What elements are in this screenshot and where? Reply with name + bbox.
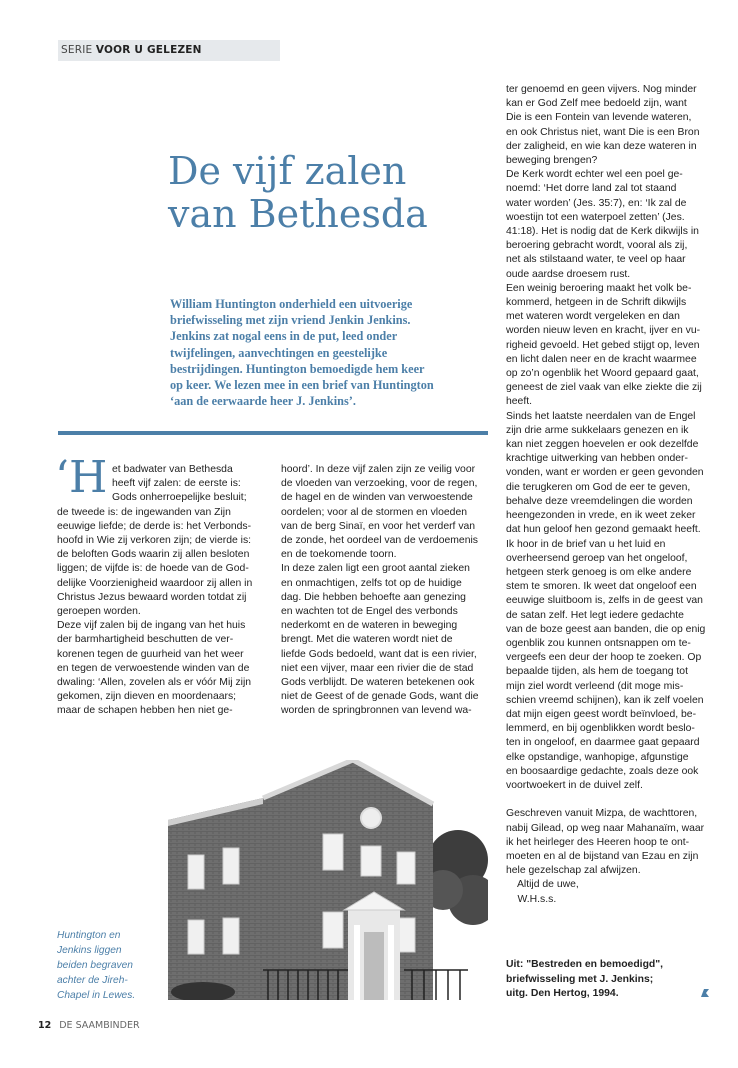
source-line: briefwisseling met J. Jenkins;: [506, 973, 654, 985]
page-footer: [38, 1020, 140, 1031]
lead-line: William Huntington onderhield een uitvoerige: [170, 297, 413, 311]
body-line: voortwoekert in de duivel zelf.: [506, 779, 643, 791]
body-line: maar de schapen hebben hen niet ge-: [57, 705, 233, 717]
body-line: overheersend geroep van het ongeloof,: [506, 552, 688, 564]
body-line: de tweede is: de ingewanden van Zijn: [57, 506, 231, 518]
body-line: en boosaardige gedachte, zoals deze ook: [506, 765, 699, 777]
source-line: Uit: "Bestreden en bemoedigd",: [506, 959, 664, 970]
body-line: bepaalde tijden, als hem de toegang tot: [506, 666, 688, 678]
body-line: [506, 793, 721, 807]
body-line: de vloeden van verzoeking, voor de regen,: [281, 478, 478, 490]
body-line: de beloften Gods waarin zij allen besloten: [57, 549, 250, 561]
body-line: W.H.s.s.: [506, 893, 557, 905]
lead-paragraph: [170, 296, 488, 409]
page-number: 12: [38, 1020, 52, 1031]
source-line: uitg. Den Hertog, 1994.: [506, 988, 619, 999]
body-line: de hagel en de winden van verwoestende: [281, 492, 473, 504]
body-line: van de berg Sinaï, en voor het verderf van: [281, 520, 476, 532]
body-line: eeuwige liefde; de derde is: het Verbonds-: [57, 520, 252, 532]
body-line: oude aardse droesem rust.: [506, 268, 631, 280]
body-line: op zo’n ogenblik het Woord gepaard gaat,: [506, 368, 699, 380]
body-line: eeuwige sluitboom is, zelfs in de geest van: [506, 595, 703, 607]
body-line: noemd: ‘Het dorre land zal tot staand: [506, 183, 677, 195]
body-column-3: [506, 83, 721, 907]
body-line: geroepen worden.: [57, 606, 141, 618]
section-divider: [58, 431, 488, 435]
body-line: Gods onherroepelijke besluit;: [112, 492, 247, 504]
body-line: Deze vijf zalen bij de ingang van het huis: [57, 620, 246, 632]
series-prefix: SERIE: [61, 44, 93, 56]
body-column-2: [281, 463, 488, 719]
body-line: worden nieuw leven en kracht, ijver en vu-: [506, 325, 701, 337]
caption-line: Jenkins liggen: [57, 945, 122, 956]
lead-line: twijfelingen, aanvechtingen en geestelijke: [170, 345, 388, 360]
body-line: dat mijn eigen geest wordt beïnvloed, be-: [506, 708, 697, 720]
body-line: de zonde, het oordeel van de verdoemenis: [281, 535, 478, 547]
body-line: Sinds het laatste neerdalen van de Engel: [506, 410, 696, 422]
body-line: stem te smoren. Ik weet dat ongeloof een: [506, 581, 697, 593]
body-line: 41:18). Het is nodig dat de Kerk dikwijls in: [506, 226, 699, 238]
magazine-name: DE SAAMBINDER: [59, 1020, 140, 1031]
lead-line: Jenkins zat nogal eens in de put, leed onder: [170, 329, 398, 344]
lead-line: ‘aan de eerwaarde heer J. Jenkins’.: [170, 394, 356, 409]
body-line: Christus Jezus bewaard worden totdat zij: [57, 591, 247, 603]
body-line: die terugkeren om God de eer te geven,: [506, 481, 691, 493]
body-line: van de boze geest aan banden, die op enig: [506, 623, 706, 635]
body-line: Gods verblijdt. De wateren betekenen ook: [281, 677, 475, 689]
body-line: geneest de ziel vaak van elke ziekte die zij: [506, 382, 702, 394]
body-line: liefde Gods bedoeld, want dat is een rivier,: [281, 648, 477, 660]
body-line: nabij Gilead, op weg naar Mahanaïm, waar: [506, 822, 705, 834]
body-line: De Kerk wordt echter wel een poel ge-: [506, 169, 683, 181]
photo-caption: [57, 928, 157, 1003]
body-line: delijke Voorzienigheid waardoor zij allen in: [57, 577, 253, 589]
body-line: righeid gevoeld. Het gebed stijgt op, leven: [506, 339, 700, 351]
body-line: ter genoemd en geen vijvers. Nog minder: [506, 84, 697, 95]
body-line: In deze zalen ligt een groot aantal zieken: [281, 563, 470, 575]
body-line: kan niet zeggen hoevelen er ook dezelfde: [506, 439, 699, 451]
body-line: ik het heirleger des Heeren hoop te ont-: [506, 836, 690, 848]
body-line: liggen; de vijfde is: de hoede van de God-: [57, 563, 249, 575]
body-line: heeft.: [506, 396, 532, 408]
lead-line: briefwisseling met zijn vriend Jenkin Jenkins.: [170, 313, 411, 328]
body-line: gekomen, zijn dieven en moordenaars;: [57, 691, 237, 703]
body-line: beweging brengen?: [506, 155, 598, 167]
body-line: en ook Christus niet, want Die is een Bron: [506, 126, 700, 138]
body-line: dat hun geloof hen gezond gemaakt heeft.: [506, 524, 701, 536]
body-line: schien vreemd schijnen), kan ik zelf voelen: [506, 694, 704, 706]
body-line: dwaling: ‘Allen, zovelen als er vóór Mij zijn: [57, 677, 252, 689]
body-line: hoord’. In deze vijf zalen zijn ze veilig voor: [281, 464, 476, 475]
body-line: elke opstandige, wanhopige, afgunstige: [506, 751, 689, 763]
article-title: [168, 150, 488, 236]
caption-line: Huntington en: [57, 930, 121, 941]
body-line: Die is een Fontein van levende wateren,: [506, 112, 692, 124]
body-line: et badwater van Bethesda: [112, 464, 233, 475]
body-line: vergeefs een deur der hoop te zoeken. Op: [506, 652, 702, 664]
body-line: worden de springbronnen van levend wa-: [281, 705, 472, 717]
title-line: De vijf zalen: [168, 149, 407, 193]
body-line: beroering gebracht wordt, vooral als zij,: [506, 240, 688, 252]
series-title: VOOR U GELEZEN: [95, 44, 202, 56]
body-line: en onmachtigen, zelfs tot op de huidige: [281, 577, 462, 589]
body-line: de satan zelf. Het legt iedere gedachte: [506, 609, 684, 621]
body-line: en de toekomende toorn.: [281, 549, 397, 561]
body-column-1: [57, 463, 267, 719]
body-line: woestijn tot een waterpoel zetten’ (Jes.: [506, 211, 685, 223]
body-line: kan er God Zelf mee bedoeld zijn, want: [506, 98, 687, 110]
body-line: vonden, want er worden er geen gevonden: [506, 467, 704, 479]
body-line: Ik hoor in de brief van u het luid en: [506, 538, 666, 550]
body-line: lemmerd, en bij ogenblikken wordt beslo-: [506, 723, 695, 735]
body-line: nederkomt en de wateren in beweging: [281, 620, 458, 632]
body-line: moeten en al de bijstand van Ezau en zijn: [506, 850, 699, 862]
caption-line: Chapel in Lewes.: [57, 990, 136, 1001]
body-line: Geschreven vanuit Mizpa, de wachttoren,: [506, 808, 698, 820]
body-line: Een weinig beroering maakt het volk be-: [506, 282, 692, 294]
source-note: [506, 958, 706, 1002]
body-line: behalve deze vreemdelingen die worden: [506, 495, 693, 507]
body-line: brengt. Met die wateren wordt niet de: [281, 634, 453, 646]
body-line: niet de Geest of de genade Gods, want die: [281, 691, 479, 703]
title-line: van Bethesda: [168, 192, 428, 236]
body-line: korenen tegen de guurheid van het weer: [57, 648, 244, 660]
body-line: net als stilstaand water, te veel op haar: [506, 254, 686, 266]
body-line: hetgeen sterk genoeg is om elke andere: [506, 566, 692, 578]
body-line: der barmhartigheid beschutten de ver-: [57, 634, 234, 646]
body-line: mijn ziel wordt verleend (dit moge mis-: [506, 680, 684, 692]
body-line: krachtige uitwerking van hebben onder-: [506, 453, 688, 465]
body-line: en wachten tot de Engel des verbonds: [281, 606, 458, 618]
lead-line: bestrijdingen. Huntington bemoedigde hem keer: [170, 361, 425, 376]
series-label: [61, 44, 202, 56]
body-line: dag. Die hebben behoefte aan genezing: [281, 591, 466, 603]
body-line: oordelen; voor al de stormen en vloeden: [281, 506, 467, 518]
body-line: heengezonden in vrede, en ik weet zeker: [506, 510, 696, 522]
body-line: ten in ongeloof, en daarmee gaat gepaard: [506, 737, 700, 749]
body-line: zijn drie arme sukkelaars genezen en ik: [506, 424, 689, 436]
caption-line: achter de Jireh-: [57, 975, 128, 986]
body-line: water worden’ (Jes. 35:7), en: ‘Ik zal de: [506, 197, 687, 209]
body-line: hele gezelschap zal afwijzen.: [506, 865, 641, 877]
body-line: hoofd in Wie zij verkoren zijn; de vierde is:: [57, 535, 252, 547]
body-line: Altijd de uwe,: [506, 879, 579, 891]
body-line: en tegen de verwoestende winden van de: [57, 662, 250, 674]
chapel-photo: [168, 760, 488, 1000]
body-line: heeft vijf zalen: de eerste is:: [112, 478, 241, 490]
body-line: ogenblik zou kunnen ontsnappen om te-: [506, 637, 691, 649]
body-line: niet een vijver, maar een rivier die de stad: [281, 662, 474, 674]
body-line: der zaligheid, en wie kan deze wateren in: [506, 140, 697, 152]
caption-line: beiden begraven: [57, 960, 133, 971]
end-mark-icon: [700, 988, 710, 998]
body-line: kommerd, hetgeen in de Schrift dikwijls: [506, 297, 687, 309]
body-line: met wateren wordt vergeleken en dan: [506, 311, 680, 323]
lead-line: op keer. We lezen mee in een brief van Huntington: [170, 378, 434, 393]
drop-cap: ‘H: [55, 452, 108, 503]
body-line: en licht dalen neer en de kracht waarmee: [506, 353, 697, 365]
